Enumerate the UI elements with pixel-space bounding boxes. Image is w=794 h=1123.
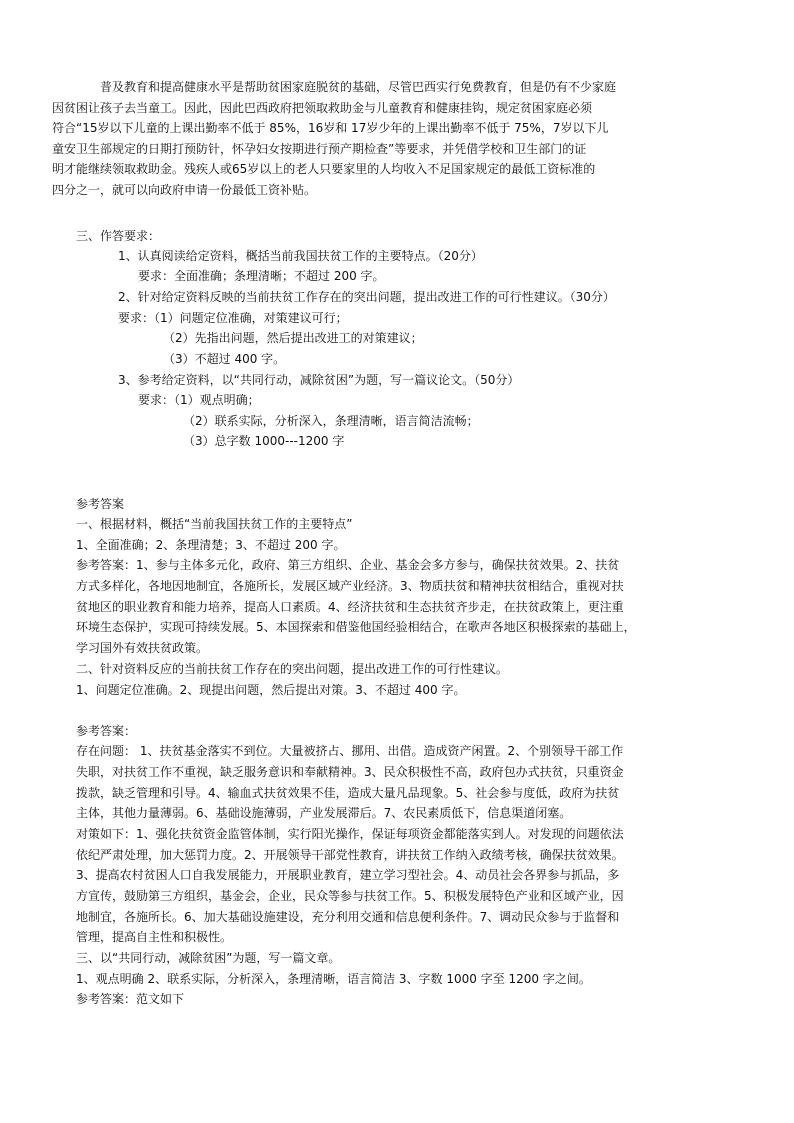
question-1: 1、认真阅读给定资料，概括当前我国扶贫工作的主要特点。（20分） xyxy=(118,249,483,263)
intro-line: 童安卫生部规定的日期打预防针，怀孕妇女按期进行预产期检查”等要求，并凭借学校和卫生部门的证 xyxy=(52,141,587,156)
intro-line: 符合“15岁以下儿童的上课出勤率不低于 85%，16岁和 17岁少年的上课出勤率不低于 75%，7岁以下儿 xyxy=(52,121,609,136)
section-1-requirement: 1、全面准确；2、条理清楚；3、不超过 200 字。 xyxy=(76,538,346,552)
section-2-problem-line: 存在问题： 1、扶贫基金落实不到位。大量被挤占、挪用、出借。造成资产闲置。2、个别领导干部工作 xyxy=(76,744,624,758)
section-2-measure-line: 依纪严肃处理，加大惩罚力度。2、开展领导干部党性教育，讲扶贫工作纳入政绩考核，确保扶贫效果。 xyxy=(76,848,624,862)
section-2-problem-line: 主体，其他力量薄弱。6、基础设施薄弱，产业发展滞后。7、农民素质低下，信息渠道闭塞。 xyxy=(76,806,572,820)
intro-line: 普及教育和提高健康水平是帮助贫困家庭脱贫的基础，尽管巴西实行免费教育，但是仍有不少家庭 xyxy=(100,80,617,94)
question-2-requirement: 要求：（1）问题定位准确，对策建议可行； xyxy=(118,311,348,325)
question-2: 2、针对给定资料反映的当前扶贫工作存在的突出问题，提出改进工作的可行性建议。（30分） xyxy=(118,290,615,304)
question-3-requirement: （2）联系实际，分析深入，条理清晰，语言简洁流畅； xyxy=(183,414,479,428)
section-2-requirement: 1、问题定位准确。2、现提出问题，然后提出对策。3、不超过 400 字。 xyxy=(76,683,466,697)
question-1-requirement: 要求：全面准确；条理清晰；不超过 200 字。 xyxy=(138,269,385,283)
question-3-requirement: 要求：（1）观点明确； xyxy=(138,393,260,407)
requirements-heading: 三、作答要求： xyxy=(76,229,161,243)
section-1-title: 一、根据材料，概括“当前我国扶贫工作的主要特点” xyxy=(76,517,353,531)
intro-paragraph xyxy=(52,77,716,201)
section-1-answer-line: 参考答案：1、参与主体多元化，政府、第三方组织、企业、基金会多方参与，确保扶贫效果。2、扶贫 xyxy=(76,558,620,572)
section-2-reference-label: 参考答案： xyxy=(76,724,137,738)
question-2-requirement: （3）不超过 400 字。 xyxy=(163,352,286,366)
question-3-requirement: （3）总字数 1000---1200 字 xyxy=(183,434,345,448)
intro-line: 四分之一，就可以向政府申请一份最低工资补贴。 xyxy=(52,182,317,197)
question-3: 3、参考给定资料，以“共同行动，减除贫困”为题，写一篇议论文。（50分） xyxy=(118,373,520,387)
section-1-answer-line: 学习国外有效扶贫政策。 xyxy=(76,641,209,655)
section-3-title: 三、以“共同行动，减除贫困”为题，写一篇文章。 xyxy=(76,951,341,965)
section-1-answer-line: 方式多样化，各地因地制宜，各施所长，发展区域产业经济。3、物质扶贫和精神扶贫相结合，重视对扶 xyxy=(76,579,624,593)
section-2-problem-line: 失职，对扶贫工作不重视，缺乏服务意识和奉献精神。3、民众积极性不高，政府包办式扶贫，只重资金 xyxy=(76,765,624,779)
section-1-answer-line: 环境生态保护，实现可持续发展。5、本国探索和借鉴他国经验相结合，在歌声各地区积极探索的基础上， xyxy=(76,620,636,634)
section-2-measure-line: 地制宜，各施所长。6、加大基础设施建设，充分利用交通和信息便利条件。7、调动民众参与于监督和 xyxy=(76,910,620,924)
section-2-measure-line: 对策如下：1、强化扶贫资金监管体制，实行阳光操作，保证每项资金都能落实到人。对发现的问题依法 xyxy=(76,827,624,841)
intro-line: 因贫困让孩子去当童工。因此，因此巴西政府把领取救助金与儿童教育和健康挂钩，规定贫困家庭必须 xyxy=(52,100,593,115)
section-3-reference-label: 参考答案：范文如下 xyxy=(76,992,185,1006)
question-2-requirement: （2）先指出问题，然后提出改进工的对策建议； xyxy=(163,331,423,345)
section-1-answer-line: 贫地区的职业教育和能力培养，提高人口素质。4、经济扶贫和生态扶贫齐步走，在扶贫政策上，更注重 xyxy=(76,600,624,614)
intro-line: 明才能继续领取救助金。残疾人或65岁以上的老人只要家里的人均收入不足国家规定的最低工资标准的 xyxy=(52,162,596,177)
section-2-problem-line: 拨款，缺乏管理和引导。4、输血式扶贫效果不佳，造成大量凡品现象。5、社会参与度低，政府为扶贫 xyxy=(76,786,620,800)
section-3-requirement: 1、观点明确 2、联系实际，分析深入，条理清晰，语言简洁 3、字数 1000 字至 1200 字之间。 xyxy=(76,972,591,986)
section-2-measure-line: 3、提高农村贫困人口自我发展能力，开展职业教育，建立学习型社会。4、动员社会各界参与抓品，多 xyxy=(76,868,620,882)
answers-heading: 参考答案 xyxy=(76,497,125,511)
section-2-measure-line: 管理，提高自主性和积极性。 xyxy=(76,930,233,944)
section-2-measure-line: 方宣传，鼓励第三方组织，基金会，企业，民众等参与扶贫工作。5、积极发展特色产业和区域产业，因 xyxy=(76,889,624,903)
section-2-title: 二、针对资料反应的当前扶贫工作存在的突出问题，提出改进工作的可行性建议。 xyxy=(76,662,509,676)
